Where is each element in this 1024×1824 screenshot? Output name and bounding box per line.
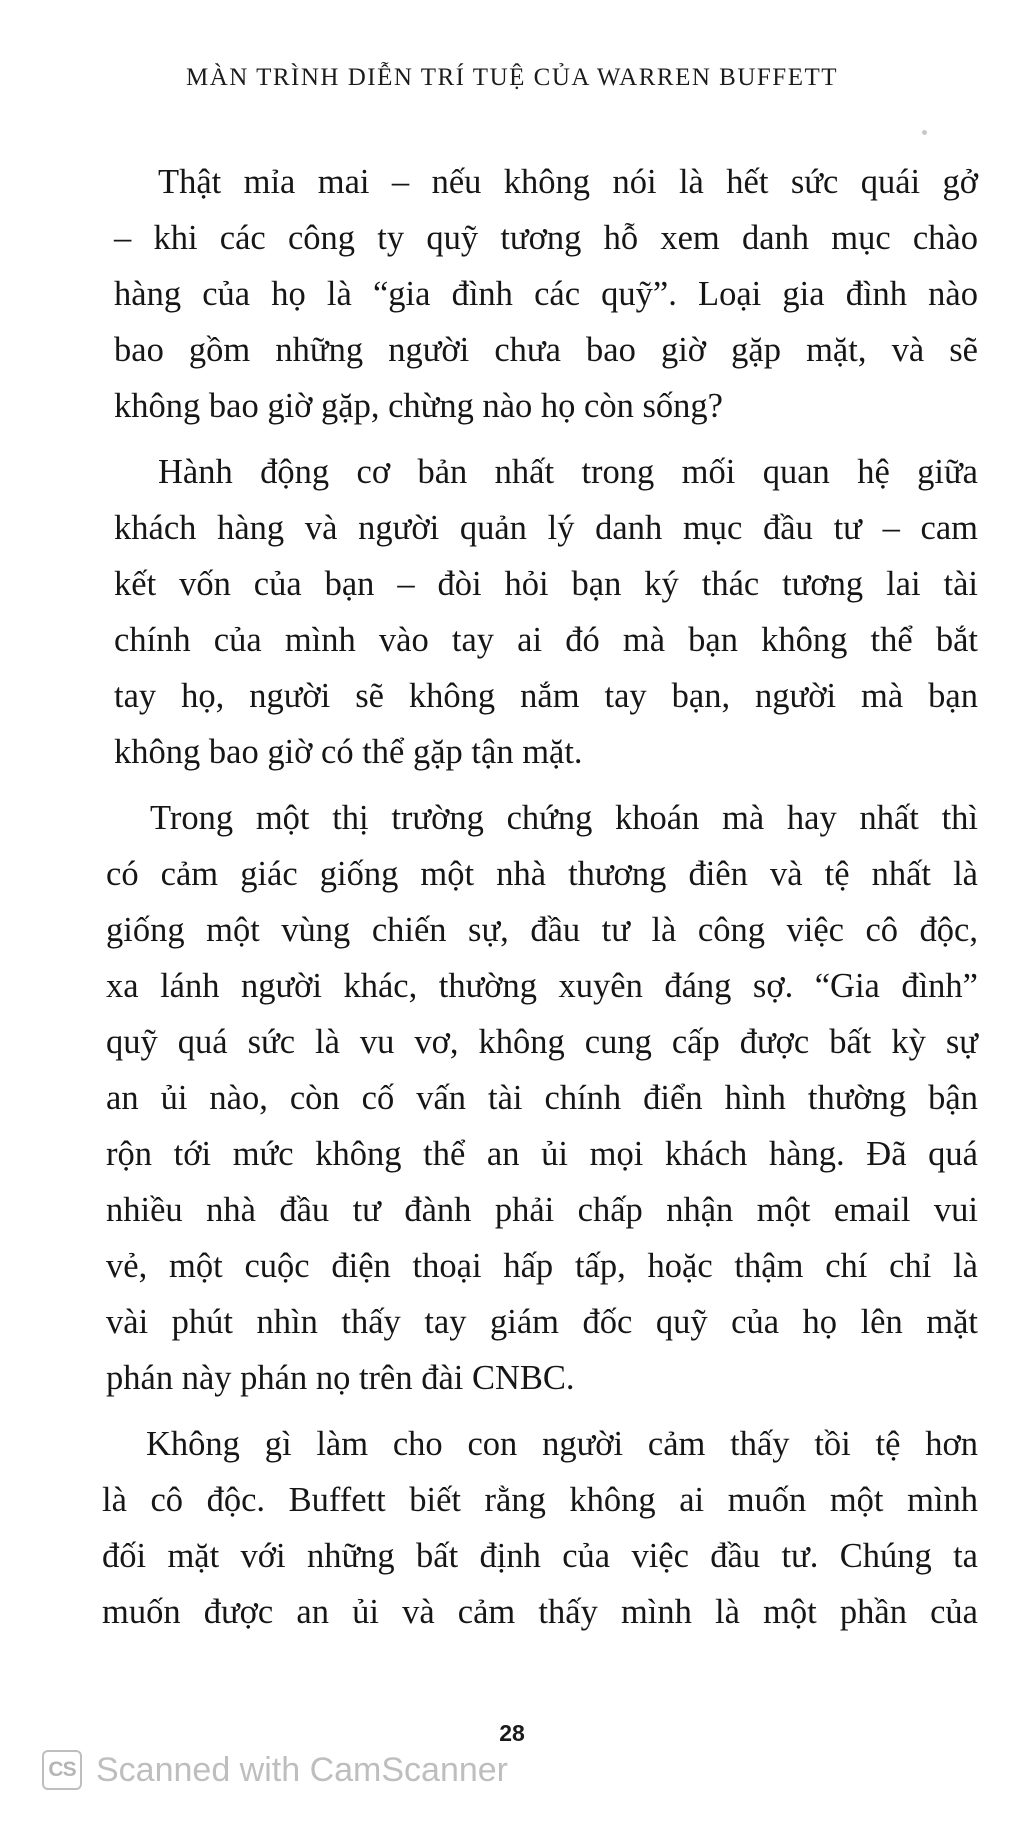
paragraph-4 [102, 1416, 978, 1640]
text-line: có cảm giác giống một nhà thương điên và tệ nhất là [106, 855, 978, 893]
text-line: phán này phán nọ trên đài CNBC. [106, 1359, 575, 1397]
text-line: là cô độc. Buffett biết rằng không ai muốn một mình [102, 1481, 978, 1519]
text-line: giống một vùng chiến sự, đầu tư là công việc cô độc, [106, 911, 978, 949]
text-line: vẻ, một cuộc điện thoại hấp tấp, hoặc thậm chí chỉ là [106, 1247, 978, 1285]
paragraph-3 [106, 790, 978, 1406]
text-line: xa lánh người khác, thường xuyên đáng sợ. “Gia đình” [106, 967, 978, 1005]
text-line: hàng của họ là “gia đình các quỹ”. Loại gia đình nào [114, 275, 978, 313]
text-line: chính của mình vào tay ai đó mà bạn không thể bắt [114, 621, 978, 659]
page-number: 28 [499, 1720, 525, 1746]
text-line: – khi các công ty quỹ tương hỗ xem danh mục chào [114, 219, 978, 257]
text-line: đối mặt với những bất định của việc đầu tư. Chúng ta [102, 1537, 978, 1575]
body-text [102, 154, 978, 1640]
camscanner-logo-icon: CS [42, 1750, 82, 1790]
text-line: Thật mỉa mai – nếu không nói là hết sức quái gở [158, 163, 978, 201]
text-line: khách hàng và người quản lý danh mục đầu tư – cam [114, 509, 978, 547]
text-line: tay họ, người sẽ không nắm tay bạn, người mà bạn [114, 677, 978, 715]
camscanner-watermark [42, 1748, 508, 1792]
paragraph-2 [114, 444, 978, 780]
text-line: an ủi nào, còn cố vấn tài chính điển hình thường bận [106, 1079, 978, 1117]
text-line: nhiều nhà đầu tư đành phải chấp nhận một email vui [106, 1191, 978, 1229]
text-line: Hành động cơ bản nhất trong mối quan hệ giữa [158, 453, 978, 491]
text-line: quỹ quá sức là vu vơ, không cung cấp được bất kỳ sự [106, 1023, 978, 1061]
text-line: muốn được an ủi và cảm thấy mình là một phần của [102, 1593, 978, 1631]
text-line: Trong một thị trường chứng khoán mà hay nhất thì [150, 799, 978, 837]
text-line: Không gì làm cho con người cảm thấy tồi tệ hơn [146, 1425, 978, 1463]
text-line: rộn tới mức không thể an ủi mọi khách hàng. Đã quá [106, 1135, 978, 1173]
text-line: kết vốn của bạn – đòi hỏi bạn ký thác tương lai tài [114, 565, 978, 603]
paragraph-1 [114, 154, 978, 434]
text-line: bao gồm những người chưa bao giờ gặp mặt, và sẽ [114, 331, 978, 369]
text-line: vài phút nhìn thấy tay giám đốc quỹ của họ lên mặt [106, 1303, 978, 1341]
text-line: không bao giờ có thể gặp tận mặt. [114, 733, 583, 771]
watermark-text: Scanned with CamScanner [96, 1750, 509, 1789]
scan-speck [922, 130, 927, 135]
running-header: MÀN TRÌNH DIỄN TRÍ TUỆ CỦA WARREN BUFFETT [185, 64, 839, 91]
text-line: không bao giờ gặp, chừng nào họ còn sống? [114, 387, 723, 425]
